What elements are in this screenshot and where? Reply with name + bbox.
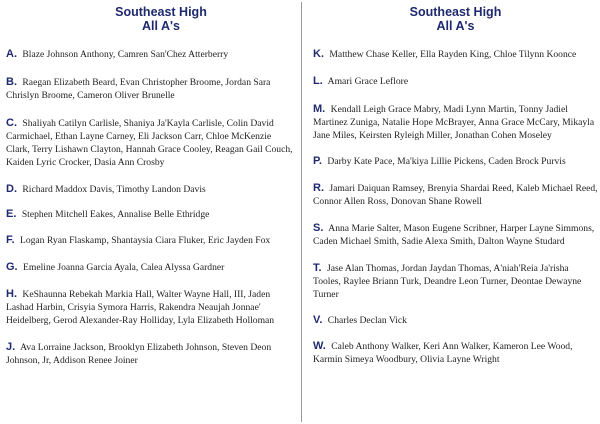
group-letter: F.: [6, 234, 15, 246]
letter-group-b: [6, 76, 296, 102]
student-names: KeShaunna Rebekah Markia Hall, Walter Wayne Hall, III, Jaden Lashad Harbin, Crisyia Symora Harris, Rakendra Neaujah Jonnae' Heidelberg, Gerod Alexander-Ray Holliday, Lyla Elizabeth Holloman: [6, 289, 275, 326]
letter-group-e: [6, 208, 296, 221]
letter-group-k: [313, 48, 598, 61]
student-names: Raegan Elizabeth Beard, Evan Christopher Broome, Jordan Sara Chrislyn Broome, Cameron Oliver Brunelle: [6, 77, 271, 101]
student-names: Jase Alan Thomas, Jordan Jaydan Thomas, A'niah'Reia Ja'risha Tooles, Raylee Briann Turk, Deandre Leon Turner, Deontae Dewayne Turner: [313, 263, 582, 300]
student-names: Logan Ryan Flaskamp, Shantaysia Ciara Fluker, Eric Jayden Fox: [19, 235, 271, 246]
group-letter: P.: [313, 155, 322, 167]
student-names: Anna Marie Salter, Mason Eugene Scribner, Harper Layne Simmons, Caden Michael Smith, Sadie Alexa Smith, Dalton Wayne Studard: [313, 223, 595, 247]
letter-group-c: [6, 117, 296, 169]
school-name: Southeast High: [409, 5, 502, 19]
honor-category: All A's: [436, 19, 475, 33]
student-names: Charles Declan Vick: [327, 315, 407, 326]
group-letter: K.: [313, 48, 324, 60]
column-heading: [313, 5, 598, 33]
group-letter: R.: [313, 182, 324, 194]
group-letter: B.: [6, 76, 17, 88]
column-divider: [301, 2, 302, 422]
group-letter: D.: [6, 183, 17, 195]
right-column: [303, 0, 600, 424]
group-letter: L.: [313, 75, 323, 87]
letter-group-h: [6, 288, 296, 327]
group-letter: G.: [6, 261, 18, 273]
letter-group-t: [313, 262, 598, 301]
letter-group-g: [6, 261, 296, 274]
school-name: Southeast High: [115, 5, 207, 19]
letter-group-s: [313, 222, 598, 248]
student-names: Caleb Anthony Walker, Keri Ann Walker, Kameron Lee Wood, Karmin Simeya Woodbury, Olivia Layne Wright: [313, 341, 573, 365]
student-names: Shaliyah Catilyn Carlisle, Shaniya Ja'Kayla Carlisle, Colin David Carmichael, Ethan Layne Carney, Eli Jackson Carr, Chloe McKenzie Clark, Terry Lishawn Clayton, Hannah Grace Cooley, Reagan Gail Couch, Kaiden Lyric Crocker, Dasia Ann Crosby: [6, 118, 293, 168]
letter-group-d: [6, 183, 296, 196]
letter-group-a: [6, 48, 296, 61]
student-names: Stephen Mitchell Eakes, Annalise Belle Ethridge: [21, 209, 210, 220]
letter-group-p: [313, 155, 598, 168]
group-letter: H.: [6, 288, 17, 300]
student-names: Amari Grace Leflore: [327, 76, 409, 87]
group-letter: S.: [313, 222, 324, 234]
student-names: Ava Lorraine Jackson, Brooklyn Elizabeth Johnson, Steven Deon Johnson, Jr, Addison Renee Joiner: [6, 342, 272, 366]
group-letter: M.: [313, 103, 326, 115]
student-names: Kendall Leigh Grace Mabry, Madi Lynn Martin, Tonny Jadiel Martinez Zuniga, Natalie Hope McBrayer, Anna Grace McCary, Mikayla Jane Miles, Keirsten Ryleigh Miller, Jonathan Cohen Moseley: [313, 104, 595, 141]
group-letter: C.: [6, 117, 17, 129]
student-names: Matthew Chase Keller, Ella Rayden King, Chloe Tilynn Koonce: [329, 49, 577, 60]
student-names: Blaze Johnson Anthony, Camren San'Chez Atterberry: [22, 49, 229, 60]
letter-group-v: [313, 314, 598, 327]
student-names: Darby Kate Pace, Ma'kiya Lillie Pickens, Caden Brock Purvis: [327, 156, 566, 167]
group-letter: E.: [6, 208, 17, 220]
letter-group-w: [313, 340, 598, 366]
group-letter: A.: [6, 48, 17, 60]
group-letter: J.: [6, 341, 16, 353]
letter-group-l: [313, 75, 598, 88]
letter-group-f: [6, 234, 296, 247]
letter-group-j: [6, 341, 296, 367]
column-heading: [6, 5, 296, 33]
student-names: Jamari Daiquan Ramsey, Brenyia Shardai Reed, Kaleb Michael Reed, Connor Allen Ross, Donovan Shane Rowell: [313, 183, 598, 207]
group-letter: W.: [313, 340, 326, 352]
letter-group-r: [313, 182, 598, 208]
honor-category: All A's: [142, 19, 180, 33]
student-names: Emeline Joanna Garcia Ayala, Calea Alyssa Gardner: [23, 262, 225, 273]
student-names: Richard Maddox Davis, Timothy Landon Davis: [22, 184, 206, 195]
letter-group-m: [313, 103, 598, 142]
group-letter: T.: [313, 262, 322, 274]
group-letter: V.: [313, 314, 323, 326]
